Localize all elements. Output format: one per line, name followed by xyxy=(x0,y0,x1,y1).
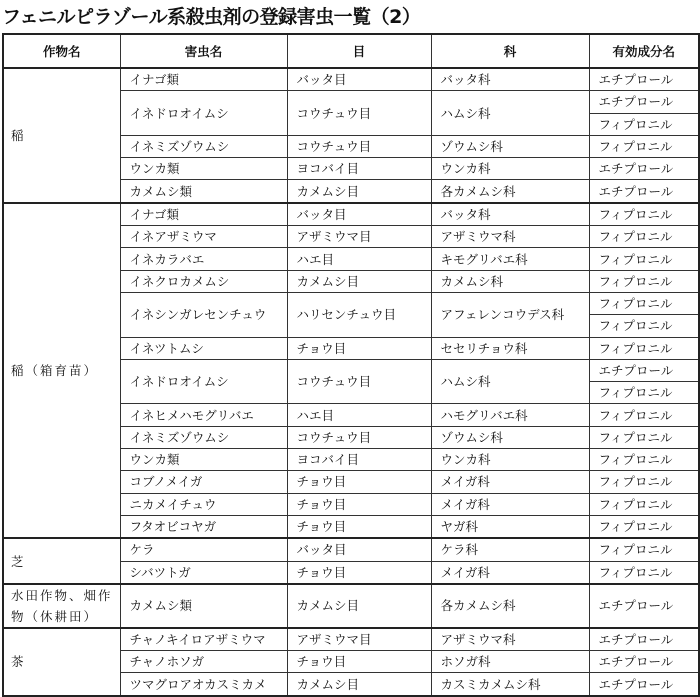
family-cell: ハムシ科 xyxy=(431,359,589,404)
pest-name-cell: コブノメイガ xyxy=(120,471,287,493)
pest-name-cell: カメムシ類 xyxy=(120,180,287,203)
ingredient-cell: エチプロール xyxy=(589,628,699,651)
pest-name-cell: ニカメイチュウ xyxy=(120,493,287,515)
order-cell: バッタ目 xyxy=(287,203,431,226)
pest-name-cell: ツマグロアオカスミカメ xyxy=(120,673,287,696)
family-cell: ゾウムシ科 xyxy=(431,135,589,157)
header-row xyxy=(3,34,699,68)
pest-name-cell: イナゴ類 xyxy=(120,68,287,91)
ingredient-cell: エチプロール xyxy=(589,158,699,180)
order-cell: ハリセンチュウ目 xyxy=(287,292,431,337)
family-cell: メイガ科 xyxy=(431,493,589,515)
pest-name-cell: イネドロオイムシ xyxy=(120,91,287,136)
family-cell: カメムシ科 xyxy=(431,270,589,292)
ingredient-cell: フィプロニル xyxy=(589,471,699,493)
ingredient-cell: フィプロニル xyxy=(589,292,699,314)
family-cell: ゾウムシ科 xyxy=(431,426,589,448)
ingredient-cell: フィプロニル xyxy=(589,270,699,292)
family-cell: メイガ科 xyxy=(431,561,589,584)
ingredient-cell: エチプロール xyxy=(589,180,699,203)
order-cell: チョウ目 xyxy=(287,493,431,515)
order-cell: ハエ目 xyxy=(287,248,431,270)
family-cell: ハムシ科 xyxy=(431,91,589,136)
ingredient-cell: フィプロニル xyxy=(589,226,699,248)
order-cell: コウチュウ目 xyxy=(287,359,431,404)
pest-name-cell: イネシンガレセンチュウ xyxy=(120,292,287,337)
ingredient-cell: フィプロニル xyxy=(589,135,699,157)
family-cell: 各カメムシ科 xyxy=(431,180,589,203)
family-cell: アザミウマ科 xyxy=(431,628,589,651)
pest-name-cell: イネドロオイムシ xyxy=(120,359,287,404)
family-cell: ウンカ科 xyxy=(431,449,589,471)
ingredient-cell: フィプロニル xyxy=(589,561,699,584)
order-cell: アザミウマ目 xyxy=(287,628,431,651)
table-row xyxy=(3,68,699,91)
table-body xyxy=(3,68,699,696)
ingredient-cell: フィプロニル xyxy=(589,315,699,337)
header-family: 科 xyxy=(431,34,589,68)
family-cell: ウンカ科 xyxy=(431,158,589,180)
family-cell: ハモグリバエ科 xyxy=(431,404,589,426)
pest-name-cell: イネカラバエ xyxy=(120,248,287,270)
family-cell: ホソガ科 xyxy=(431,651,589,673)
crop-cell: 芝 xyxy=(3,538,120,584)
order-cell: チョウ目 xyxy=(287,471,431,493)
family-cell: メイガ科 xyxy=(431,471,589,493)
ingredient-cell: フィプロニル xyxy=(589,515,699,538)
order-cell: カメムシ目 xyxy=(287,270,431,292)
header-crop: 作物名 xyxy=(3,34,120,68)
pest-name-cell: ウンカ類 xyxy=(120,449,287,471)
crop-cell: 稲 xyxy=(3,68,120,203)
order-cell: チョウ目 xyxy=(287,515,431,538)
crop-cell: 茶 xyxy=(3,628,120,696)
table-row xyxy=(3,628,699,651)
family-cell: 各カメムシ科 xyxy=(431,584,589,628)
order-cell: カメムシ目 xyxy=(287,180,431,203)
order-cell: ヨコバイ目 xyxy=(287,158,431,180)
ingredient-cell: フィプロニル xyxy=(589,337,699,359)
family-cell: アザミウマ科 xyxy=(431,226,589,248)
pest-name-cell: イネツトムシ xyxy=(120,337,287,359)
pest-name-cell: フタオビコヤガ xyxy=(120,515,287,538)
header-ingredient: 有効成分名 xyxy=(589,34,699,68)
order-cell: ハエ目 xyxy=(287,404,431,426)
crop-cell: 水田作物、畑作物（休耕田） xyxy=(3,584,120,628)
header-order: 目 xyxy=(287,34,431,68)
pest-name-cell: ウンカ類 xyxy=(120,158,287,180)
family-cell: セセリチョウ科 xyxy=(431,337,589,359)
order-cell: アザミウマ目 xyxy=(287,226,431,248)
order-cell: チョウ目 xyxy=(287,561,431,584)
pest-name-cell: イネミズゾウムシ xyxy=(120,135,287,157)
ingredient-cell: フィプロニル xyxy=(589,493,699,515)
pest-name-cell: シバツトガ xyxy=(120,561,287,584)
registered-pests-table xyxy=(2,33,700,697)
family-cell: ケラ科 xyxy=(431,538,589,561)
family-cell: バッタ科 xyxy=(431,68,589,91)
family-cell: ヤガ科 xyxy=(431,515,589,538)
family-cell: キモグリバエ科 xyxy=(431,248,589,270)
pest-name-cell: ケラ xyxy=(120,538,287,561)
ingredient-cell: エチプロール xyxy=(589,584,699,628)
ingredient-cell: フィプロニル xyxy=(589,248,699,270)
order-cell: コウチュウ目 xyxy=(287,135,431,157)
table-row xyxy=(3,203,699,226)
order-cell: バッタ目 xyxy=(287,538,431,561)
pest-name-cell: イネヒメハモグリバエ xyxy=(120,404,287,426)
ingredient-cell: エチプロール xyxy=(589,91,699,113)
pest-name-cell: イネクロカメムシ xyxy=(120,270,287,292)
pest-name-cell: チャノホソガ xyxy=(120,651,287,673)
ingredient-cell: フィプロニル xyxy=(589,113,699,135)
header-pest: 害虫名 xyxy=(120,34,287,68)
order-cell: チョウ目 xyxy=(287,651,431,673)
pest-name-cell: イネミズゾウムシ xyxy=(120,426,287,448)
crop-cell: 稲（箱育苗） xyxy=(3,203,120,538)
table-row xyxy=(3,538,699,561)
pest-name-cell: イナゴ類 xyxy=(120,203,287,226)
family-cell: アフェレンコウデス科 xyxy=(431,292,589,337)
table-row xyxy=(3,584,699,628)
ingredient-cell: フィプロニル xyxy=(589,203,699,226)
pest-name-cell: イネアザミウマ xyxy=(120,226,287,248)
order-cell: バッタ目 xyxy=(287,68,431,91)
order-cell: コウチュウ目 xyxy=(287,91,431,136)
ingredient-cell: エチプロール xyxy=(589,68,699,91)
family-cell: バッタ科 xyxy=(431,203,589,226)
ingredient-cell: エチプロール xyxy=(589,673,699,696)
ingredient-cell: フィプロニル xyxy=(589,449,699,471)
ingredient-cell: フィプロニル xyxy=(589,404,699,426)
order-cell: カメムシ目 xyxy=(287,584,431,628)
ingredient-cell: フィプロニル xyxy=(589,538,699,561)
ingredient-cell: フィプロニル xyxy=(589,382,699,404)
ingredient-cell: エチプロール xyxy=(589,651,699,673)
pest-name-cell: チャノキイロアザミウマ xyxy=(120,628,287,651)
order-cell: チョウ目 xyxy=(287,337,431,359)
ingredient-cell: エチプロール xyxy=(589,359,699,381)
family-cell: カスミカメムシ科 xyxy=(431,673,589,696)
page-title: フェニルピラゾール系殺虫剤の登録害虫一覧（2） xyxy=(2,6,421,28)
order-cell: コウチュウ目 xyxy=(287,426,431,448)
ingredient-cell: フィプロニル xyxy=(589,426,699,448)
pest-name-cell: カメムシ類 xyxy=(120,584,287,628)
order-cell: カメムシ目 xyxy=(287,673,431,696)
order-cell: ヨコバイ目 xyxy=(287,449,431,471)
